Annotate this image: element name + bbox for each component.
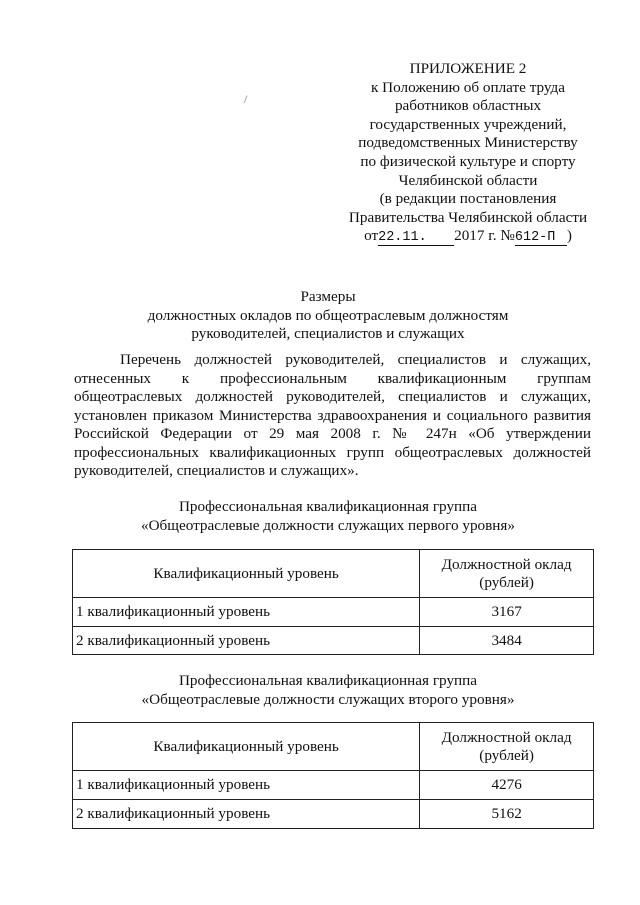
- title-line: Размеры: [300, 288, 356, 305]
- group-heading: [64, 498, 592, 535]
- handwritten-number: 612-П: [514, 230, 556, 246]
- table-header-row: [73, 723, 594, 771]
- date-prefix: от: [364, 227, 379, 245]
- table-row: [73, 800, 594, 829]
- closing-paren: ): [566, 227, 572, 245]
- salary-cell: 4276: [420, 771, 594, 800]
- appendix-line: подведомственных Министерству: [358, 134, 578, 152]
- appendix-date-line: [318, 227, 618, 246]
- level-cell: 1 квалификационный уровень: [73, 598, 420, 627]
- table-row: [73, 598, 594, 627]
- title-line: должностных окладов по общеотраслевым должностям: [147, 306, 509, 324]
- appendix-header: [318, 60, 618, 246]
- appendix-line: к Положению об оплате труда: [370, 78, 566, 96]
- appendix-line: государственных учреждений,: [369, 115, 567, 133]
- appendix-line: работников областных: [394, 97, 542, 115]
- column-header-salary: Должностной оклад (рублей): [420, 723, 594, 771]
- group-heading-line: «Общеотраслевые должности служащих второго уровня»: [141, 690, 515, 708]
- intro-paragraph: Перечень должностей руководителей, специалистов и служащих, отнесенных к профессиональным квалификационным группам общеотраслевых должностей руководителей, специалистов и служащих, установлен приказом Министерства здравоохранения и социального развития Российской Федерации от 29 мая 2008 г. № 247н «Об утверждении профессиональных квалификационных групп общеотраслевых должностей руководителей, специалистов и служащих».: [74, 351, 591, 479]
- salary-cell: 3484: [420, 627, 594, 655]
- column-header-level: Квалификационный уровень: [73, 550, 420, 598]
- scan-mark: [244, 95, 251, 104]
- level-cell: 2 квалификационный уровень: [73, 800, 420, 829]
- column-header-salary: Должностной оклад (рублей): [420, 550, 594, 598]
- appendix-line: Правительства Челябинской области: [348, 208, 588, 226]
- group-heading-line: Профессиональная квалификационная группа: [178, 672, 478, 689]
- table-row: [73, 627, 594, 655]
- group-heading-line: Профессиональная квалификационная группа: [178, 498, 478, 515]
- salary-cell: 5162: [420, 800, 594, 829]
- salary-table: [72, 722, 594, 829]
- group-heading-line: «Общеотраслевые должности служащих первого уровня»: [140, 516, 516, 534]
- salary-cell: 3167: [420, 598, 594, 627]
- table-row: [73, 771, 594, 800]
- title-line: руководителей, специалистов и служащих: [191, 325, 465, 343]
- document-title: [64, 288, 592, 344]
- salary-table: [72, 549, 594, 655]
- appendix-title: ПРИЛОЖЕНИЕ 2: [409, 60, 527, 77]
- handwritten-date: 22.11.: [378, 230, 427, 246]
- column-header-level: Квалификационный уровень: [73, 723, 420, 771]
- group-heading: [64, 672, 592, 709]
- table-header-row: [73, 550, 594, 598]
- appendix-line: Челябинской области: [398, 171, 538, 189]
- level-cell: 2 квалификационный уровень: [73, 627, 420, 655]
- level-cell: 1 квалификационный уровень: [73, 771, 420, 800]
- year-text: 2017 г. №: [454, 227, 515, 245]
- appendix-line: (в редакции постановления: [379, 190, 557, 208]
- appendix-line: по физической культуре и спорту: [360, 152, 576, 170]
